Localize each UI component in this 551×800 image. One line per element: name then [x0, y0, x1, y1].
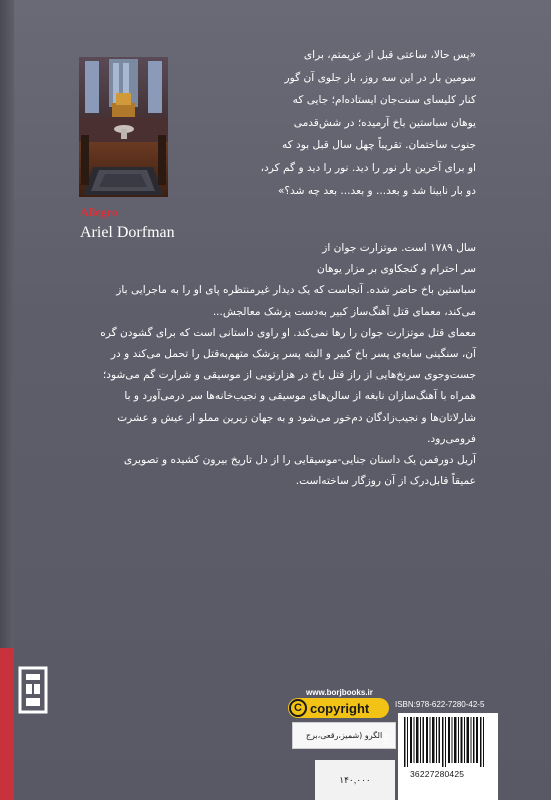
- synopsis-text: [78, 238, 476, 492]
- synopsis-line: سر احترام و کنجکاوی بر مزار یوهان: [316, 263, 476, 276]
- quote-line: جنوب ساختمان. تقریباً چهل سال قبل بود که: [281, 139, 476, 152]
- church-interior-icon: [79, 57, 168, 197]
- synopsis-line: همراه با آهنگ‌سازان نابغه از سالن‌های موسیقی و نجیب‌خانه‌ها سر درمی‌آورد و با: [124, 390, 476, 403]
- quote-line: سومین بار در این سه روز، باز جلوی آن گور: [284, 71, 476, 84]
- synopsis-line: فرومی‌رود.: [427, 432, 476, 445]
- synopsis-line: معمای قتل موتزارت جوان را رها نمی‌کند. او راوی داستانی است که برای گشودن گره: [100, 326, 476, 339]
- synopsis-line: عمیقاً قابل‌درک از آن روزگار ساخته‌است.: [295, 475, 476, 488]
- barcode: [398, 713, 498, 800]
- quote-line: «پس حالا، ساعتی قبل از عزیمتم، برای: [303, 49, 476, 61]
- isbn-number: ISBN:978-622-7280-42-5: [395, 700, 485, 709]
- synopsis-line: می‌کند، معمای قتل آهنگ‌ساز کبیر به‌دست پزشک معالجش...: [212, 305, 476, 318]
- barcode-digits: 36227280425: [410, 769, 465, 779]
- side-code: ۱۳۷۳۰: [384, 729, 391, 748]
- synopsis-line: جست‌وجوی سرنخ‌هایی از راز قتل باخ در هزارتویی از موسیقی و شرارت گم می‌شود؛: [102, 369, 476, 382]
- quote-line: یوهان سباستین باخ آرمیده؛ در شش‌قدمی: [293, 116, 476, 129]
- copyright-label: copyright: [310, 700, 370, 716]
- quote-line: او برای آخرین بار نور را دید. نور را دید و گم کرد،: [260, 161, 476, 174]
- church-interior-photo: [79, 57, 168, 197]
- quote-line: دو بار نابینا شد و بعد... و بعد... بعد چه شد؟»: [277, 184, 476, 197]
- book-title-latin: Allegro: [80, 205, 118, 219]
- excerpt-quote: [222, 44, 476, 202]
- copyright-badge: [288, 698, 389, 718]
- store-sticker: الگرو (شمیز،رقعی،برج: [292, 722, 396, 749]
- price-sticker: ۱۴۰,۰۰۰: [315, 760, 395, 800]
- publisher-website: www.borjbooks.ir: [306, 688, 373, 697]
- copyright-icon: C: [289, 699, 307, 717]
- publisher-logo-icon: [18, 654, 48, 714]
- spine-red-band: [0, 648, 14, 800]
- author-name-latin: Ariel Dorfman: [80, 224, 175, 241]
- quote-line: کنار کلیسای سنت‌جان ایستاده‌ام؛ جایی که: [292, 94, 476, 107]
- barcode-icon: [398, 713, 498, 769]
- synopsis-line: آریل دورفمن یک داستان جنایی-موسیقایی را از دل تاریخ بیرون کشیده و تصویری: [123, 454, 476, 467]
- synopsis-line: سال ۱۷۸۹ است. موتزارت جوان از: [322, 242, 476, 254]
- synopsis-line: آن، سنگینی سایه‌ی پسر باخ کبیر و البته پسر پزشک متهم‌به‌قتل را تحمل می‌کند و در: [110, 348, 476, 361]
- synopsis-line: شارلاتان‌ها و نجیب‌زادگان دم‌خور می‌شود و به جهان زیرین مملو از عیش و عشرت: [117, 411, 476, 424]
- synopsis-line: سباستین باخ حاضر شده. آنجاست که یک دیدار غیرمنتظره پای او را به ماجرایی باز: [116, 284, 476, 297]
